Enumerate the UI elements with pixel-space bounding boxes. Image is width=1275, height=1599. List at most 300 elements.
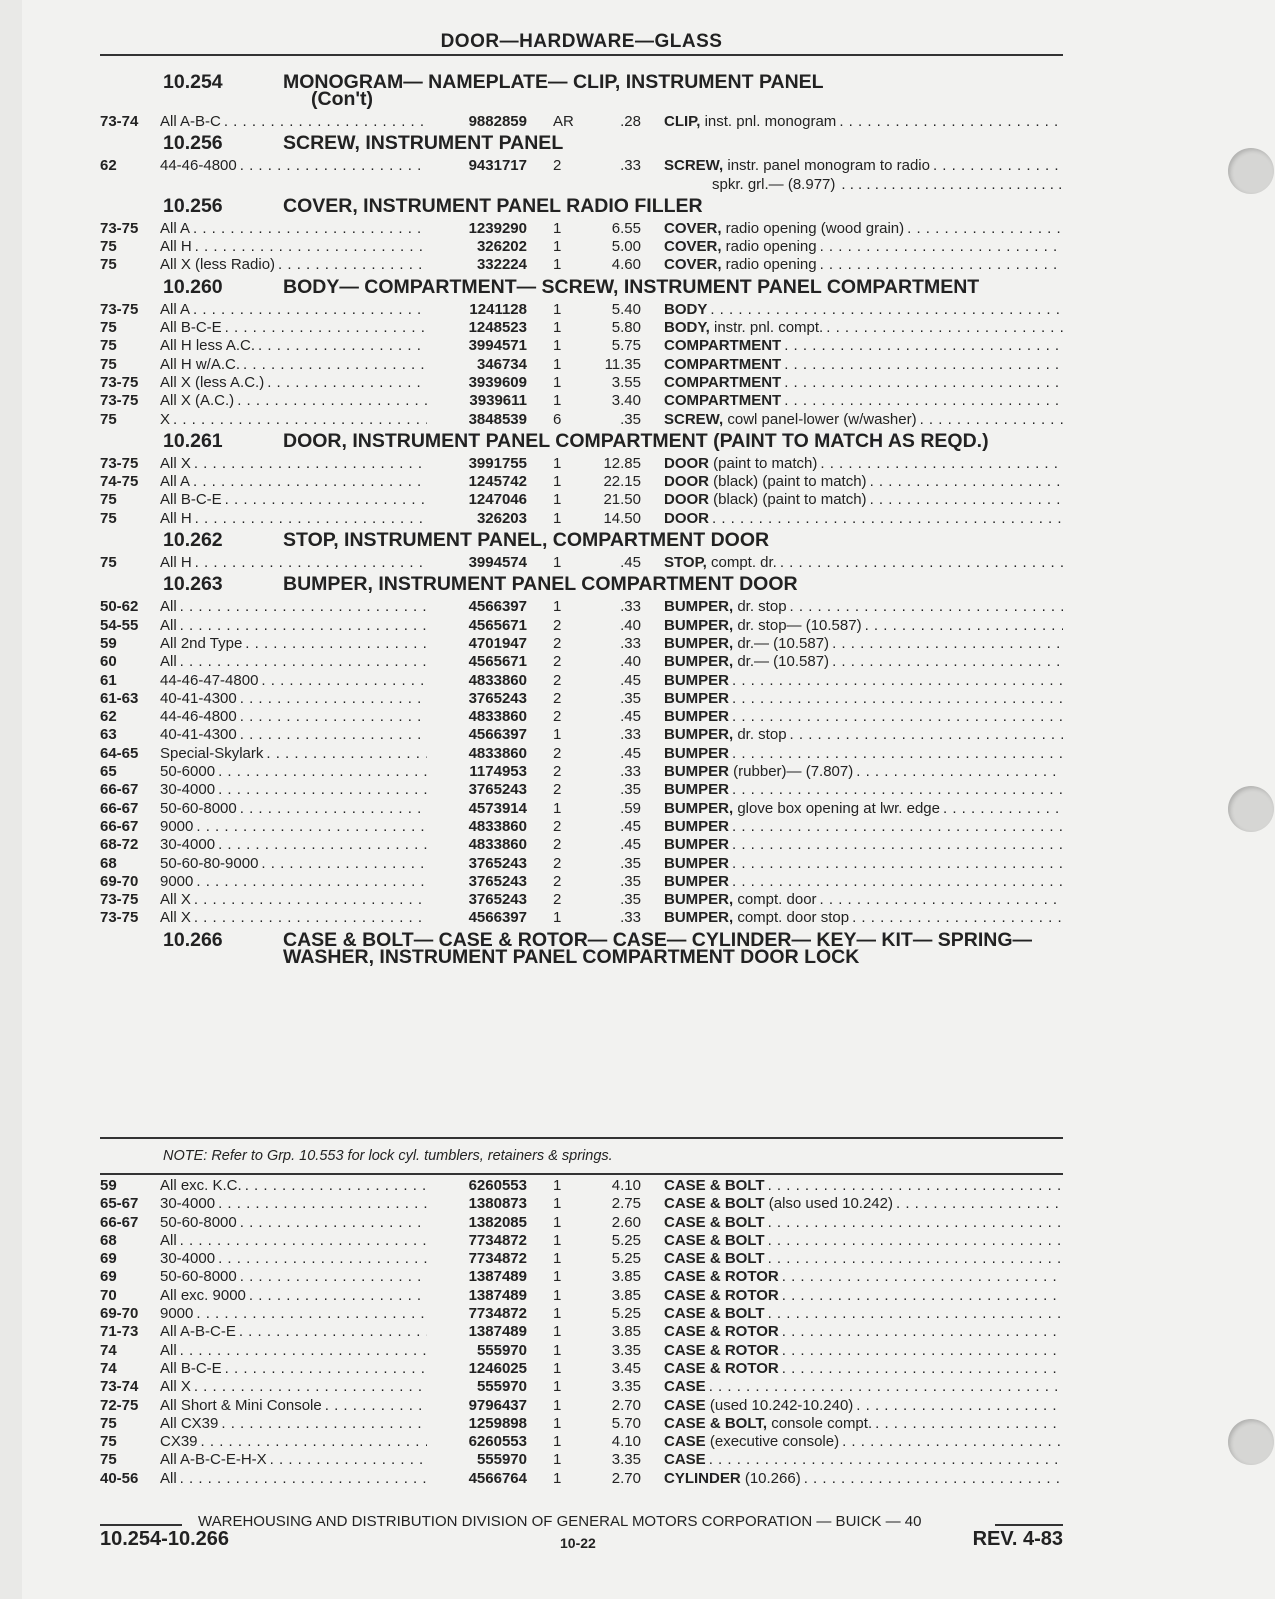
model-cell	[160, 113, 445, 131]
leader-dots	[820, 256, 1063, 274]
footer-revision: REV. 4-83	[972, 1528, 1063, 1550]
quantity-cell: 2	[553, 872, 562, 890]
leader-dots	[782, 1268, 1063, 1286]
leader-dots	[225, 1360, 427, 1378]
price-cell: .40	[620, 653, 641, 671]
year-cell: 66-67	[100, 1213, 139, 1231]
part-number-cell: 6260553	[468, 1177, 527, 1194]
description-cell	[641, 781, 1063, 799]
quantity-cell: AR	[553, 113, 574, 130]
leader-dots	[218, 1250, 427, 1268]
model-cell	[160, 1360, 445, 1378]
description-detail: console compt.	[767, 1414, 873, 1432]
part-number-cell: 1246025	[468, 1359, 527, 1377]
model-text: All	[160, 1231, 177, 1249]
model-text: All A-B-C-E-H-X	[160, 1451, 267, 1469]
table-row	[100, 1433, 1063, 1451]
quantity-cell: 2	[553, 817, 562, 835]
description-detail: (paint to match)	[709, 454, 818, 472]
description-detail: cowl panel-lower (w/washer)	[723, 410, 917, 428]
leader-dots	[832, 635, 1063, 653]
part-number-cell: 326203	[476, 509, 527, 527]
description-noun: CASE & ROTOR	[664, 1359, 779, 1377]
leader-dots	[784, 337, 1063, 355]
model-cell	[160, 781, 445, 799]
quantity-cell: 1	[553, 509, 562, 527]
section-heading	[100, 529, 1063, 552]
table-row	[100, 1250, 1063, 1268]
leader-dots	[240, 1214, 427, 1232]
price-cell: 6.55	[611, 219, 641, 237]
description-cell	[641, 411, 1063, 429]
description-noun: BUMPER,	[664, 726, 734, 744]
year-cell: 65	[100, 763, 117, 781]
model-text: All exc. K.C.	[160, 1177, 242, 1194]
year-cell: 68	[100, 854, 117, 872]
description-cell	[641, 392, 1063, 410]
section-title-text: STOP, INSTRUMENT PANEL, COMPARTMENT DOOR	[283, 529, 770, 552]
model-cell	[160, 157, 445, 175]
year-cell: 75	[100, 554, 117, 572]
leader-dots	[826, 319, 1063, 337]
description-cell	[641, 1433, 1063, 1451]
quantity-cell: 1	[553, 319, 562, 337]
table-row	[100, 818, 1063, 836]
leader-dots	[870, 473, 1063, 491]
year-cell: 75	[100, 337, 117, 355]
lock-parts-list	[100, 1177, 1063, 1488]
quantity-cell: 2	[553, 157, 562, 175]
description-noun: COMPARTMENT	[664, 373, 782, 391]
part-number-cell: 4701947	[468, 634, 527, 652]
year-cell: 73-75	[100, 454, 139, 472]
model-cell	[160, 818, 445, 836]
model-cell	[160, 491, 445, 509]
price-cell: .28	[620, 113, 641, 130]
part-number-cell: 1387489	[468, 1286, 527, 1304]
year-cell: 59	[100, 634, 117, 652]
year-cell: 50-62	[100, 598, 139, 616]
model-cell	[160, 1250, 445, 1268]
part-number-cell: 1248523	[468, 319, 527, 337]
leader-dots	[782, 1360, 1063, 1378]
model-text: 9000	[160, 872, 194, 890]
table-row	[100, 220, 1063, 238]
model-cell	[160, 800, 445, 818]
year-cell: 65-67	[100, 1195, 139, 1213]
part-number-cell: 4566397	[468, 726, 527, 744]
model-text: 30-4000	[160, 836, 216, 854]
model-text: CX39	[160, 1433, 198, 1451]
model-text: 30-4000	[160, 1195, 216, 1213]
leader-dots	[196, 1305, 427, 1323]
leader-dots	[875, 1415, 1063, 1433]
section-title	[283, 275, 1063, 298]
table-row	[100, 1232, 1063, 1250]
description-noun: COMPARTMENT	[664, 392, 782, 410]
leader-dots	[193, 301, 427, 319]
description-cell	[641, 708, 1063, 726]
model-cell	[160, 617, 445, 635]
description-cell	[641, 800, 1063, 818]
price-cell: .35	[620, 854, 641, 872]
leader-dots	[784, 356, 1063, 374]
description-detail: radio opening	[721, 238, 817, 256]
leader-dots	[258, 337, 427, 355]
section-heading	[100, 132, 1063, 155]
table-row	[100, 554, 1063, 572]
description-detail: (executive console)	[705, 1433, 840, 1451]
description-noun: BUMPER,	[664, 909, 734, 927]
description-cell	[641, 1470, 1063, 1488]
leader-dots	[261, 672, 427, 690]
year-cell: 75	[100, 319, 117, 337]
table-row	[100, 319, 1063, 337]
description-cell	[641, 1378, 1063, 1396]
price-cell: .40	[620, 616, 641, 634]
description-noun: BUMPER	[664, 708, 730, 726]
quantity-cell: 1	[553, 373, 562, 391]
model-text: X	[160, 410, 171, 428]
model-cell	[160, 1323, 445, 1341]
part-number-cell: 555970	[476, 1341, 527, 1359]
model-cell	[160, 891, 445, 909]
model-text: All A	[160, 300, 191, 318]
price-cell: 5.25	[611, 1250, 641, 1268]
leader-dots	[784, 392, 1063, 410]
part-number-cell: 3939609	[468, 373, 527, 391]
part-number-cell: 1239290	[468, 219, 527, 237]
year-cell: 75	[100, 410, 117, 428]
description-noun: BUMPER,	[664, 653, 734, 671]
table-row	[100, 1323, 1063, 1341]
year-cell: 71-73	[100, 1323, 139, 1341]
leader-dots	[732, 855, 1063, 873]
part-number-cell: 6260553	[468, 1433, 527, 1451]
year-cell: 66-67	[100, 799, 139, 817]
description-noun: BUMPER	[664, 671, 730, 689]
description-cell	[641, 635, 1063, 653]
quantity-cell: 1	[553, 392, 562, 410]
description-cell	[641, 319, 1063, 337]
model-cell	[160, 909, 445, 927]
part-number-cell: 4833860	[468, 744, 527, 762]
part-number-cell: 3848539	[468, 410, 527, 428]
price-cell: 3.45	[611, 1359, 641, 1377]
description-noun: CASE & BOLT,	[664, 1414, 768, 1432]
description-cell	[641, 113, 1063, 131]
description-detail: dr.— (10.587)	[733, 653, 830, 671]
part-number-cell: 1174953	[469, 763, 527, 781]
year-cell: 75	[100, 238, 117, 256]
price-cell: 3.35	[611, 1378, 641, 1396]
model-cell	[160, 374, 445, 392]
model-cell	[160, 220, 445, 238]
part-number-cell: 1247046	[468, 491, 527, 509]
leader-dots	[180, 1342, 427, 1360]
year-cell: 73-75	[100, 392, 139, 410]
year-cell: 69	[100, 1250, 117, 1268]
leader-dots	[709, 1378, 1063, 1396]
description-detail: dr. stop	[733, 726, 787, 744]
section-heading	[100, 71, 1063, 110]
model-cell	[160, 836, 445, 854]
part-number-cell: 3991755	[468, 454, 527, 472]
description-noun: COMPARTMENT	[664, 337, 782, 355]
model-cell	[160, 873, 445, 891]
table-row	[100, 1195, 1063, 1213]
table-row	[100, 855, 1063, 873]
year-cell: 75	[100, 509, 117, 527]
section-title	[283, 928, 1063, 968]
model-cell	[160, 672, 445, 690]
section-title-text: MONOGRAM— NAMEPLATE— CLIP, INSTRUMENT PANEL	[283, 71, 824, 93]
price-cell: .45	[620, 744, 641, 762]
description-detail: (10.266)	[740, 1469, 801, 1487]
leader-dots	[240, 690, 427, 708]
leader-dots	[218, 836, 427, 854]
price-cell: .35	[620, 689, 641, 707]
quantity-cell: 2	[553, 854, 562, 872]
part-number-cell: 7734872	[468, 1250, 527, 1268]
leader-dots	[920, 411, 1063, 429]
model-text: 30-4000	[160, 1250, 216, 1268]
price-cell: .33	[620, 726, 641, 744]
year-cell: 54-55	[100, 616, 139, 634]
price-cell: .33	[620, 598, 641, 616]
leader-dots	[732, 672, 1063, 690]
model-cell	[160, 238, 445, 256]
model-cell	[160, 554, 445, 572]
leader-dots	[195, 510, 427, 528]
quantity-cell: 1	[553, 1268, 562, 1286]
table-row	[100, 653, 1063, 671]
part-number-cell: 3765243	[468, 854, 527, 872]
table-row	[100, 1397, 1063, 1415]
leader-dots	[237, 392, 427, 410]
leader-dots	[768, 1177, 1063, 1195]
year-cell: 73-75	[100, 373, 139, 391]
model-cell	[160, 855, 445, 873]
table-row	[100, 708, 1063, 726]
quantity-cell: 2	[553, 634, 562, 652]
leader-dots	[820, 891, 1063, 909]
quantity-cell: 2	[553, 781, 562, 799]
description-detail: dr.— (10.587)	[733, 634, 830, 652]
model-text: All B-C-E	[160, 491, 222, 509]
description-detail: instr. pnl. compt.	[709, 319, 824, 337]
part-number-cell: 9882859	[468, 113, 527, 130]
table-row	[100, 113, 1063, 131]
leader-dots	[732, 745, 1063, 763]
page-header: DOOR—HARDWARE—GLASS	[440, 31, 723, 52]
leader-dots	[732, 818, 1063, 836]
model-text: All H	[160, 554, 192, 572]
description-detail: (black) (paint to match)	[709, 473, 867, 491]
footer-rule	[995, 1524, 1063, 1526]
description-cell	[641, 356, 1063, 374]
part-number-cell: 346734	[476, 355, 527, 373]
description-cell	[641, 873, 1063, 891]
price-cell: .45	[620, 671, 641, 689]
leader-dots	[180, 1232, 427, 1250]
leader-dots	[240, 800, 427, 818]
part-number-cell: 3765243	[468, 872, 527, 890]
price-cell: .35	[620, 781, 641, 799]
footer-range: 10.254-10.266	[100, 1528, 230, 1550]
leader-dots	[732, 836, 1063, 854]
year-cell: 40-56	[100, 1469, 139, 1487]
description-detail: (used 10.242-10.240)	[705, 1396, 854, 1414]
price-cell: 2.70	[611, 1396, 641, 1414]
part-number-cell: 4833860	[468, 708, 527, 726]
description-cell	[641, 690, 1063, 708]
quantity-cell: 1	[553, 1195, 562, 1213]
model-text: All 2nd Type	[160, 634, 243, 652]
leader-dots	[865, 617, 1063, 635]
part-number-cell: 555970	[476, 1378, 527, 1396]
price-cell: 3.85	[611, 1323, 641, 1341]
part-number-cell: 1387489	[468, 1323, 527, 1341]
description-cell	[641, 1360, 1063, 1378]
table-row	[100, 1360, 1063, 1378]
model-cell	[160, 598, 445, 616]
model-text: 44-46-4800	[160, 157, 237, 175]
model-text: All A-B-C	[160, 113, 221, 130]
description-noun: CASE & BOLT	[664, 1213, 765, 1231]
description-noun: CYLINDER	[664, 1469, 741, 1487]
binder-hole	[1228, 786, 1274, 832]
table-row	[100, 374, 1063, 392]
part-number-cell: 326202	[476, 238, 527, 256]
description-noun: STOP,	[664, 554, 707, 572]
model-text: All X (less A.C.)	[160, 373, 265, 391]
quantity-cell: 2	[553, 689, 562, 707]
description-noun: BUMPER	[664, 781, 730, 799]
quantity-cell: 1	[553, 473, 562, 491]
table-row	[100, 800, 1063, 818]
description-noun: BUMPER	[664, 689, 730, 707]
description-noun: BUMPER,	[664, 799, 734, 817]
model-text: All X (less Radio)	[160, 256, 276, 274]
year-cell: 74-75	[100, 473, 139, 491]
section-title-text: BODY— COMPARTMENT— SCREW, INSTRUMENT PANEL COMPARTMENT	[283, 275, 980, 298]
leader-dots	[195, 238, 427, 256]
description-noun: CASE & ROTOR	[664, 1341, 779, 1359]
description-cell	[641, 1305, 1063, 1323]
description-cell	[641, 1342, 1063, 1360]
section-title	[283, 71, 1063, 110]
price-cell: .45	[620, 554, 641, 572]
leader-dots	[225, 319, 427, 337]
section-number: 10.256	[163, 194, 223, 217]
part-number-cell: 4833860	[468, 671, 527, 689]
model-cell	[160, 1378, 445, 1396]
section-title-text: DOOR, INSTRUMENT PANEL COMPARTMENT (PAINT TO MATCH AS REQD.)	[283, 429, 989, 452]
part-number-cell: 3994574	[468, 554, 527, 572]
leader-dots	[732, 690, 1063, 708]
leader-dots	[710, 301, 1063, 319]
price-cell: 2.60	[611, 1213, 641, 1231]
model-cell	[160, 1415, 445, 1433]
quantity-cell: 1	[553, 219, 562, 237]
quantity-cell: 1	[553, 256, 562, 274]
model-cell	[160, 1305, 445, 1323]
model-cell	[160, 745, 445, 763]
leader-dots	[870, 491, 1063, 509]
year-cell: 69-70	[100, 1305, 139, 1323]
section-title	[283, 529, 1063, 552]
section-title-text: COVER, INSTRUMENT PANEL RADIO FILLER	[283, 194, 703, 217]
year-cell: 68	[100, 1231, 117, 1249]
leader-dots	[218, 781, 427, 799]
binder-hole	[1228, 148, 1274, 194]
leader-dots	[266, 745, 427, 763]
leader-dots	[195, 554, 427, 572]
description-cell	[641, 1287, 1063, 1305]
leader-dots	[856, 1397, 1063, 1415]
quantity-cell: 1	[553, 909, 562, 927]
table-row	[100, 392, 1063, 410]
leader-dots	[782, 1323, 1063, 1341]
description-detail: glove box opening at lwr. edge	[733, 799, 940, 817]
model-text: All A	[160, 219, 191, 237]
section-title	[283, 429, 1063, 452]
price-cell: .33	[620, 763, 641, 781]
section-title-cont: (Con't)	[311, 88, 374, 110]
description-noun: BUMPER,	[664, 616, 734, 634]
part-number-cell: 3765243	[468, 781, 527, 799]
price-cell: 5.25	[611, 1231, 641, 1249]
model-cell	[160, 510, 445, 528]
description-noun: CASE	[664, 1433, 706, 1451]
leader-dots	[180, 1470, 427, 1488]
description-cell	[641, 337, 1063, 355]
part-number-cell: 1245742	[468, 473, 527, 491]
description-noun: CASE & ROTOR	[664, 1268, 779, 1286]
description-detail: compt. door	[733, 891, 817, 909]
model-cell	[160, 1214, 445, 1232]
price-cell: 11.35	[604, 355, 641, 373]
model-cell	[160, 635, 445, 653]
description-cell	[641, 1177, 1063, 1195]
table-row	[100, 356, 1063, 374]
header-rule	[100, 54, 1063, 56]
model-cell	[160, 411, 445, 429]
model-text: All H	[160, 509, 192, 527]
model-text: All	[160, 616, 177, 634]
description-cell	[641, 473, 1063, 491]
model-cell	[160, 1287, 445, 1305]
model-text: All X (A.C.)	[160, 392, 235, 410]
model-text: All exc. 9000	[160, 1286, 246, 1304]
description-cell	[641, 1214, 1063, 1232]
model-text: Special-Skylark	[160, 744, 264, 762]
price-cell: 5.70	[611, 1414, 641, 1432]
quantity-cell: 1	[553, 238, 562, 256]
table-row	[100, 473, 1063, 491]
description-noun: CASE	[664, 1396, 706, 1414]
part-number-cell: 332224	[476, 256, 527, 274]
table-row	[100, 1305, 1063, 1323]
model-text: All X	[160, 1378, 191, 1396]
description-cell	[641, 672, 1063, 690]
part-number-cell: 4565671	[468, 616, 527, 634]
section-number: 10.263	[163, 573, 223, 596]
section-heading	[100, 928, 1063, 968]
description-detail: (black) (paint to match)	[709, 491, 867, 509]
leader-dots	[239, 1323, 427, 1341]
